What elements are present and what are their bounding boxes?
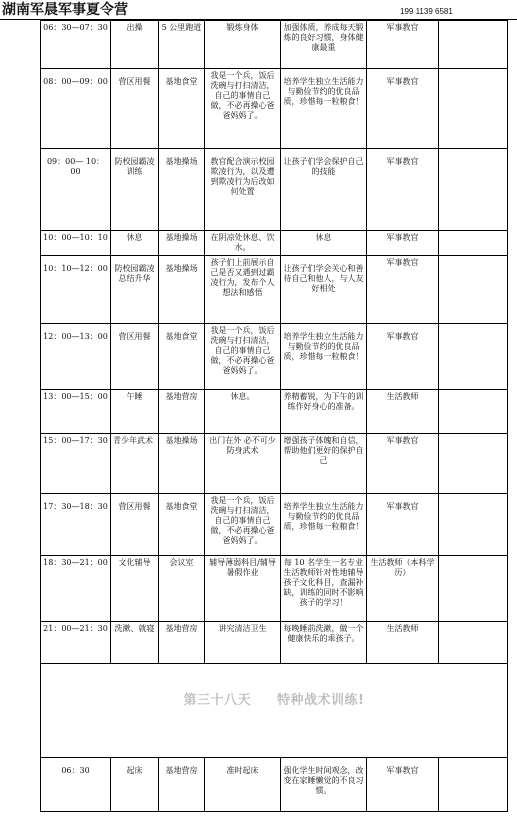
item-cell: 午睡 bbox=[111, 390, 159, 434]
day-banner bbox=[43, 693, 505, 708]
place-cell: 5 公里跑道 bbox=[159, 21, 205, 69]
teacher-cell: 军事教官 bbox=[367, 231, 439, 256]
goal-cell: 让孩子们学会保护自己的技能 bbox=[281, 149, 367, 231]
teacher-cell: 军事教官 bbox=[367, 758, 439, 812]
item-cell: 营区用餐 bbox=[111, 324, 159, 390]
banner-day: 第三十八天 bbox=[183, 693, 252, 708]
teacher-cell: 生活教师 bbox=[367, 622, 439, 664]
content-cell: 锻炼身体 bbox=[205, 21, 281, 69]
content-cell: 讲究清洁卫生 bbox=[205, 622, 281, 664]
banner-cell bbox=[41, 664, 508, 758]
place-cell: 基地食堂 bbox=[159, 494, 205, 556]
place-cell: 会议室 bbox=[159, 556, 205, 622]
blank-cell bbox=[439, 21, 508, 69]
table-row bbox=[41, 231, 508, 256]
table-row bbox=[41, 434, 508, 494]
place-cell: 基地食堂 bbox=[159, 324, 205, 390]
banner-row bbox=[41, 664, 508, 758]
time-cell: 06：30—07：30 bbox=[41, 21, 111, 69]
table-row bbox=[41, 556, 508, 622]
content-cell: 在阴凉处休息、饮水。 bbox=[205, 231, 281, 256]
teacher-cell: 军事教官 bbox=[367, 149, 439, 231]
goal-cell: 让孩子们学会关心和善待自己和他人，与人友好相处 bbox=[281, 256, 367, 324]
goal-cell: 强化学生时间观念，改变在家睡懒觉的不良习惯。 bbox=[281, 758, 367, 812]
time-cell: 17：30—18：30 bbox=[41, 494, 111, 556]
blank-cell bbox=[439, 256, 508, 324]
teacher-cell: 军事教官 bbox=[367, 69, 439, 149]
teacher-cell: 军事教官 bbox=[367, 256, 439, 324]
time-cell: 13：00—15：00 bbox=[41, 390, 111, 434]
teacher-cell: 生活教师（本科学历） bbox=[367, 556, 439, 622]
item-cell: 营区用餐 bbox=[111, 494, 159, 556]
goal-cell: 培养学生独立生活能力与勤俭节约的优良品质，珍惜每一粒粮食！ bbox=[281, 69, 367, 149]
goal-cell: 养精蓄锐，为下午的训练作好身心的准备。 bbox=[281, 390, 367, 434]
item-cell: 起床 bbox=[111, 758, 159, 812]
table-row bbox=[41, 494, 508, 556]
place-cell: 基地操场 bbox=[159, 231, 205, 256]
place-cell: 基地营房 bbox=[159, 622, 205, 664]
blank-cell bbox=[439, 390, 508, 434]
time-cell: 08：00—09：00 bbox=[41, 69, 111, 149]
teacher-cell: 军事教官 bbox=[367, 21, 439, 69]
time-cell: 12：00—13：00 bbox=[41, 324, 111, 390]
goal-cell: 休息 bbox=[281, 231, 367, 256]
goal-cell: 培养学生独立生活能力与勤俭节约的优良品质，珍惜每一粒粮食！ bbox=[281, 494, 367, 556]
place-cell: 基地营房 bbox=[159, 758, 205, 812]
item-cell: 青少年武术 bbox=[111, 434, 159, 494]
goal-cell: 增强孩子体魄和自信，帮助他们更好的保护自己 bbox=[281, 434, 367, 494]
table-row bbox=[41, 324, 508, 390]
table-row bbox=[41, 69, 508, 149]
goal-cell: 每 10 名学生一名专业生活教师针对性地辅导孩子文化科目，查漏补缺，训练的同时不影响孩子的学习！ bbox=[281, 556, 367, 622]
time-cell: 10：00—10：10 bbox=[41, 231, 111, 256]
blank-cell bbox=[439, 758, 508, 812]
teacher-cell: 军事教官 bbox=[367, 494, 439, 556]
time-cell: 21：00—21：30 bbox=[41, 622, 111, 664]
place-cell: 基地操场 bbox=[159, 434, 205, 494]
content-cell: 辅导薄弱科目/辅导暑假作业 bbox=[205, 556, 281, 622]
goal-cell: 加强体质，养成每天锻炼的良好习惯，身体健康最重 bbox=[281, 21, 367, 69]
item-cell: 休息 bbox=[111, 231, 159, 256]
item-cell: 洗漱、就寝 bbox=[111, 622, 159, 664]
table-row bbox=[41, 390, 508, 434]
item-cell: 防校园霸凌训练 bbox=[111, 149, 159, 231]
item-cell: 防校园霸凌总结升华 bbox=[111, 256, 159, 324]
table-row bbox=[41, 256, 508, 324]
blank-cell bbox=[439, 149, 508, 231]
content-cell: 出门在外 必不可少防身武术 bbox=[205, 434, 281, 494]
blank-cell bbox=[439, 69, 508, 149]
goal-cell: 每晚睡前洗漱，做一个健康快乐的乖孩子。 bbox=[281, 622, 367, 664]
time-cell: 10：10—12：00 bbox=[41, 256, 111, 324]
item-cell: 出操 bbox=[111, 21, 159, 69]
item-cell: 文化辅导 bbox=[111, 556, 159, 622]
content-cell: 准时起床 bbox=[205, 758, 281, 812]
blank-cell bbox=[439, 324, 508, 390]
blank-cell bbox=[439, 434, 508, 494]
phone-number: 199 1139 6581 bbox=[400, 7, 453, 16]
document-title: 湖南军晨军事夏令营 bbox=[2, 2, 128, 18]
schedule-table bbox=[40, 20, 508, 812]
teacher-cell: 军事教官 bbox=[367, 434, 439, 494]
item-cell: 营区用餐 bbox=[111, 69, 159, 149]
place-cell: 基地操场 bbox=[159, 256, 205, 324]
blank-cell bbox=[439, 622, 508, 664]
blank-cell bbox=[439, 494, 508, 556]
content-cell: 我是一个兵，饭后洗碗与打扫清洁， 自己的事情自己做，不必再操心爸爸妈妈了。 bbox=[205, 324, 281, 390]
time-cell: 06：30 bbox=[41, 758, 111, 812]
place-cell: 基地操场 bbox=[159, 149, 205, 231]
table-row bbox=[41, 149, 508, 231]
teacher-cell: 军事教官 bbox=[367, 324, 439, 390]
blank-cell bbox=[439, 231, 508, 256]
banner-theme: 特种战术训练! bbox=[277, 693, 365, 708]
table-row bbox=[41, 21, 508, 69]
blank-cell bbox=[439, 556, 508, 622]
time-cell: 15：00—17：30 bbox=[41, 434, 111, 494]
content-cell: 我是一个兵，饭后洗碗与打扫清洁， 自己的事情自己做，不必再操心爸爸妈妈了。 bbox=[205, 494, 281, 556]
goal-cell: 培养学生独立生活能力与勤俭节约的优良品质，珍惜每一粒粮食！ bbox=[281, 324, 367, 390]
content-cell: 教官配合演示校园欺凌行为，以及遭到欺凌行为后改如何处置 bbox=[205, 149, 281, 231]
place-cell: 基地营房 bbox=[159, 390, 205, 434]
content-cell: 我是一个兵，饭后洗碗与打扫清洁， 自己的事情自己做，不必再操心爸爸妈妈了。 bbox=[205, 69, 281, 149]
teacher-cell: 生活教师 bbox=[367, 390, 439, 434]
table-row bbox=[41, 758, 508, 812]
table-row bbox=[41, 622, 508, 664]
place-cell: 基地食堂 bbox=[159, 69, 205, 149]
content-cell: 休息。 bbox=[205, 390, 281, 434]
content-cell: 孩子们上前展示自己是否又遇到过霸凌行为，发布个人想法和感悟 bbox=[205, 256, 281, 324]
time-cell: 09：00— 10：00 bbox=[41, 149, 111, 231]
time-cell: 18：30—21：00 bbox=[41, 556, 111, 622]
